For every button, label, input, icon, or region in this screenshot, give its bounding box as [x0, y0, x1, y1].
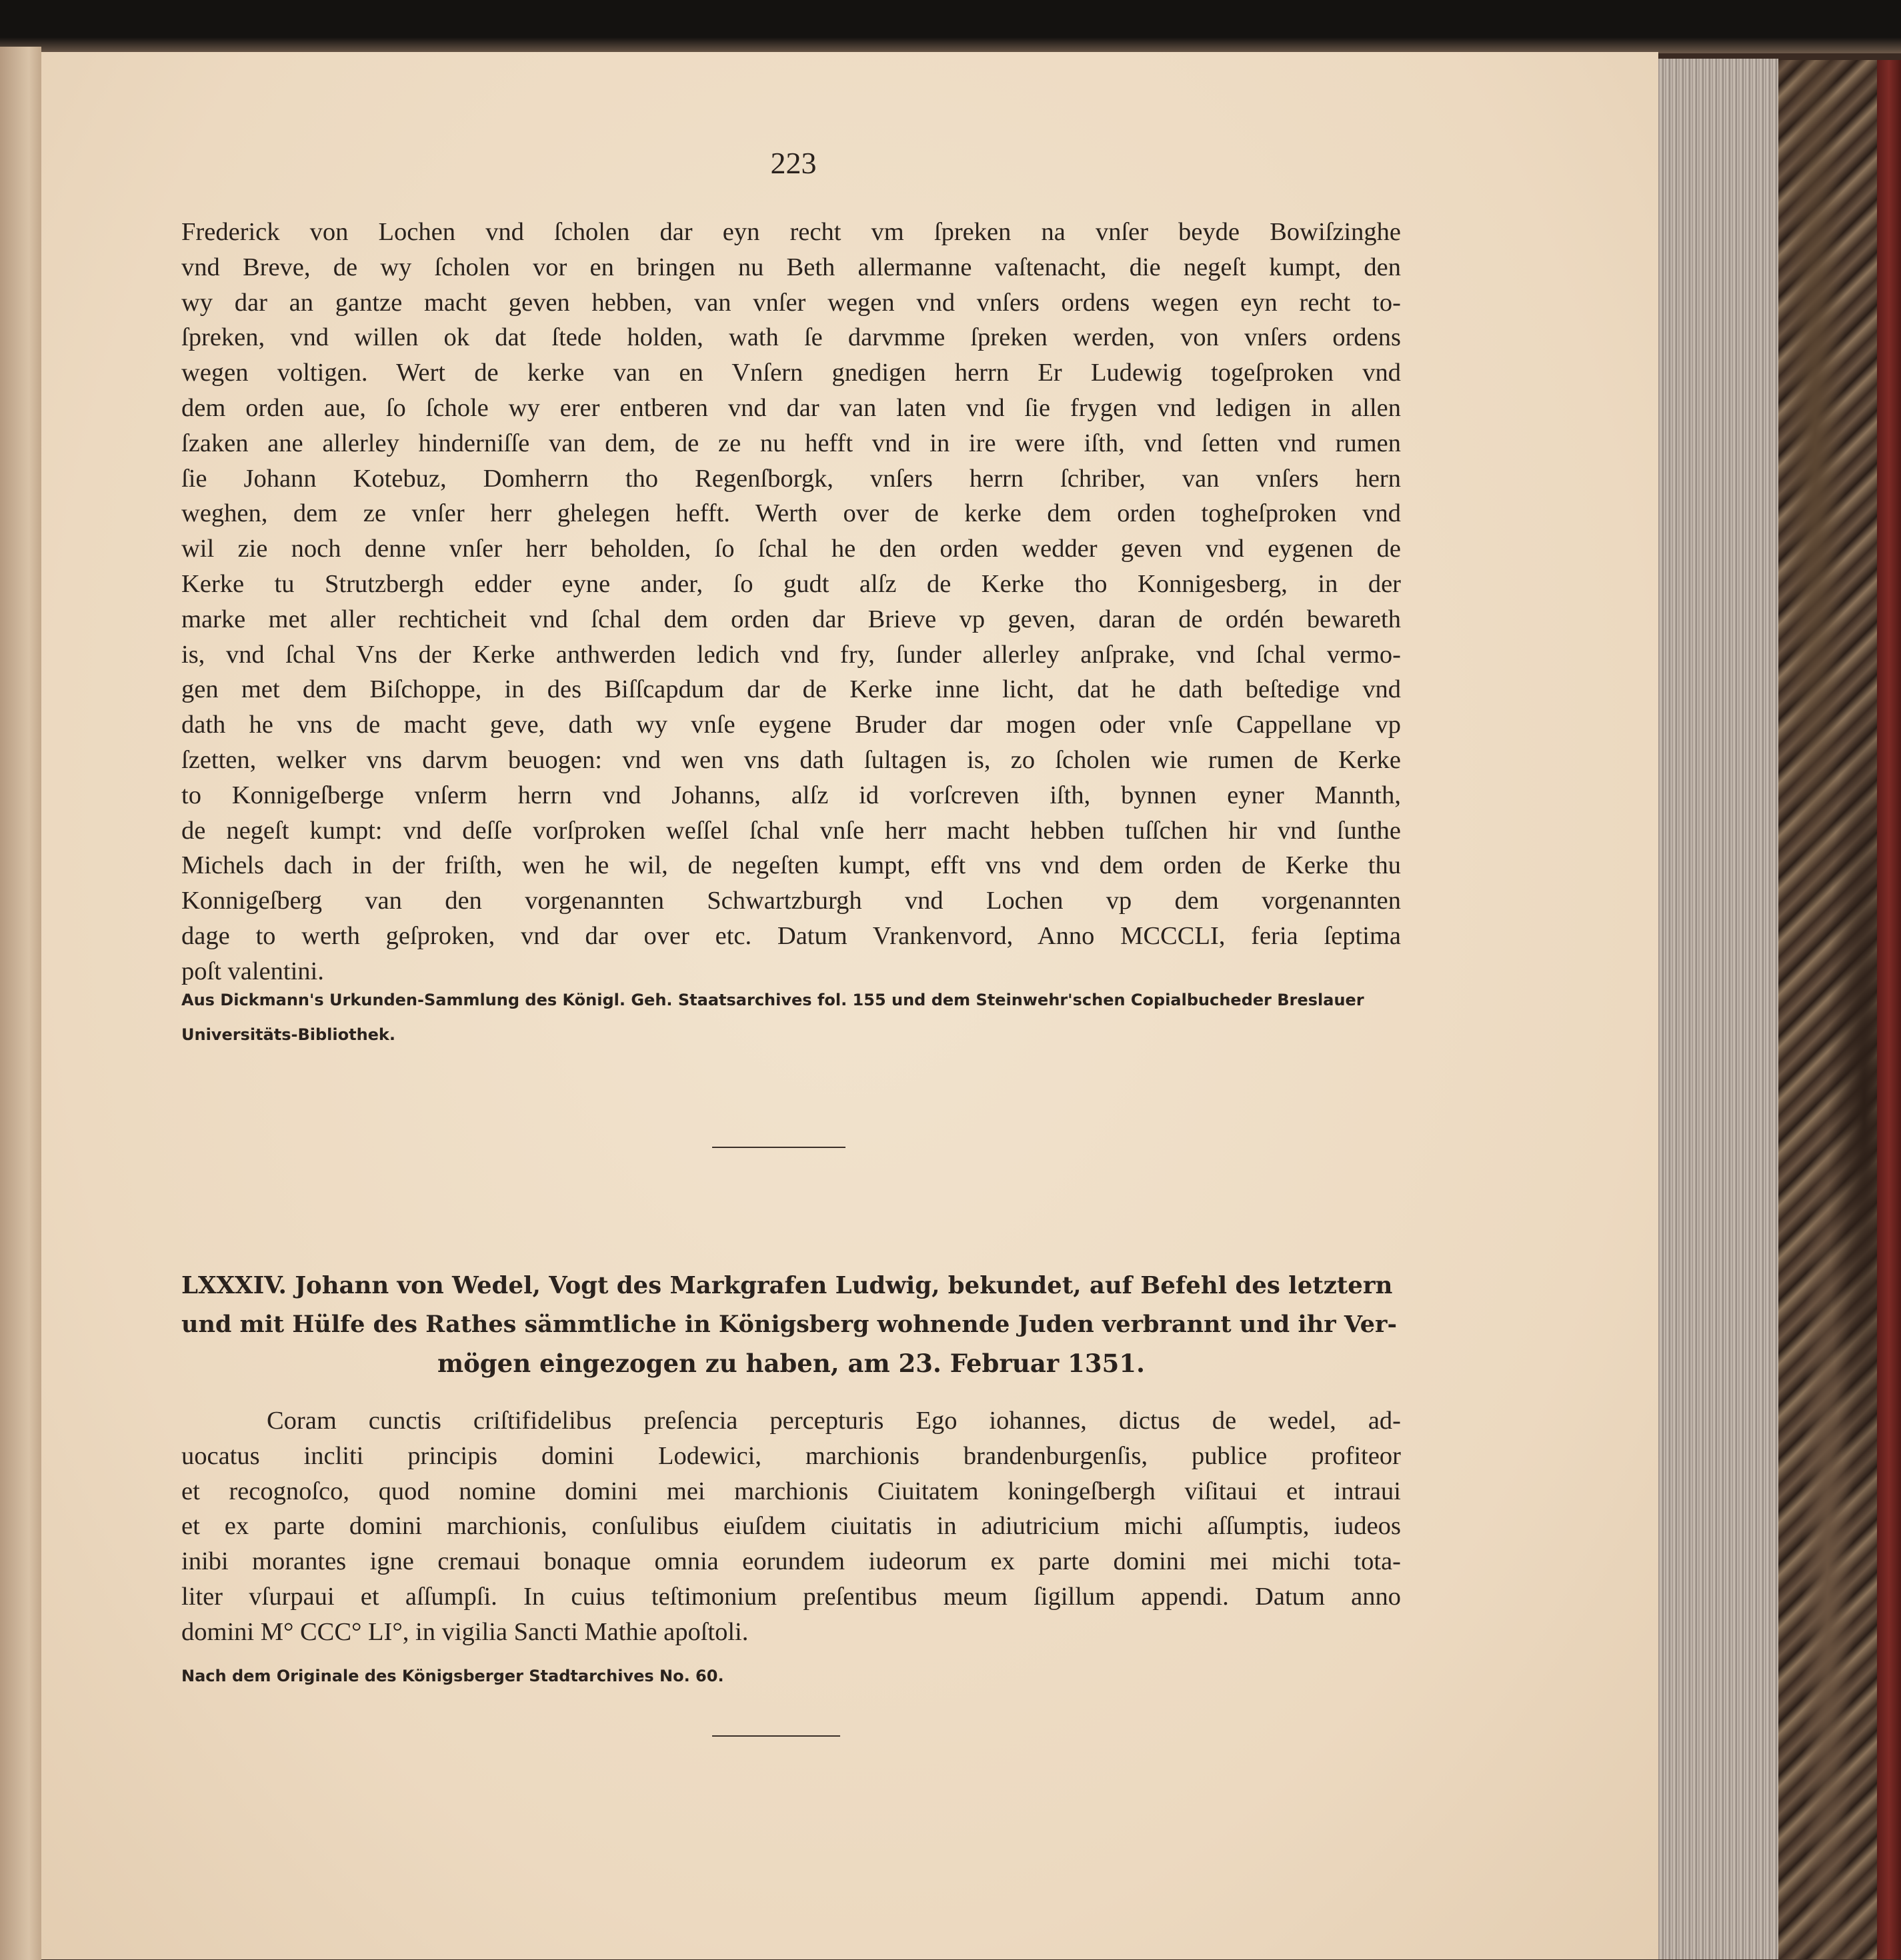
text-line: ſpreken, vnd willen ok dat ſtede holden, wath ſe darvmme ſpreken werden, von vnſers ordens [181, 323, 1401, 352]
text-line: poſt valentini. [181, 957, 324, 985]
text-line: et ex parte domini marchionis, conſulibus eiuſdem ciuitatis in adiutricium michi aſſumptis, iudeos [181, 1512, 1401, 1541]
text-line: Michels dach in der friſth, wen he wil, de negeſten kumpt, efft vns vnd dem orden de Kerke thu [181, 851, 1401, 880]
scanner-background-top [0, 0, 1901, 53]
text-line: marke met aller rechticheit vnd ſchal dem orden dar Brieve vp geven, daran de ordén bewareth [181, 605, 1401, 633]
text-line: weghen, dem ze vnſer herr ghelegen hefft. Werth over de kerke dem orden togheſproken vnd [181, 499, 1401, 528]
text-line: Frederick von Lochen vnd ſcholen dar eyn recht vm ſpreken na vnſer beyde Bowiſzinghe [181, 218, 1401, 246]
text-line: Konnigeſberg van den vorgenannten Schwartzburgh vnd Lochen vp dem vorgenannten [181, 887, 1401, 915]
source-line: der Breslauer Universitäts-Bibliothek. [181, 991, 1364, 1044]
text-line: dage to werth geſproken, vnd dar over etc. Datum Vrankenvord, Anno MCCCLI, feria ſeptima [181, 921, 1401, 950]
page-number: 223 [770, 146, 817, 180]
cover-spine [1877, 60, 1901, 1959]
page-stack-edges [1658, 59, 1778, 1959]
text-line: ſzetten, welker vns darvm beuogen: vnd wen vns dath ſultagen is, zo ſcholen wie rumen de Kerke [181, 745, 1401, 774]
text-line: dem orden aue, ſo ſchole wy erer entberen vnd dar van laten vnd ſie frygen vnd ledigen in allen [181, 393, 1401, 422]
facing-page-edge [0, 47, 41, 1960]
text-line: wil zie noch denne vnſer herr beholden, ſo ſchal he den orden wedder geven vnd eygenen de [181, 535, 1401, 563]
text-line: dath he vns de macht geve, dath wy vnſe eygene Bruder dar mogen oder vnſe Cappellane vp [181, 711, 1401, 739]
text-line: ſie Johann Kotebuz, Domherrn tho Regenſborgk, vnſers herrn ſchriber, van vnſers hern [181, 464, 1401, 493]
text-line: vnd Breve, de wy ſcholen vor en bringen nu Beth allermanne vaſtenacht, die negeſt kumpt, den [181, 253, 1401, 281]
text-line: gen met dem Biſchoppe, in des Biſſcapdum dar de Kerke inne licht, dat he dath beſtedige vnd [181, 675, 1401, 704]
section-divider-2 [712, 1735, 840, 1737]
text-line: domini M° CCC° LI°, in vigilia Sancti Mathie apoſtoli. [181, 1617, 749, 1646]
section-divider-1 [712, 1147, 845, 1148]
text-line: et recognoſco, quod nomine domini mei marchionis Ciuitatem koningeſbergh viſitaui et intraui [181, 1477, 1401, 1505]
heading-line: und mit Hülfe des Rathes sämmtliche in Königsberg wohnende Juden verbrannt und ihr Ver- [181, 1311, 1397, 1338]
source-note-1 [181, 983, 1401, 1052]
text-line: Coram cunctis criſtifidelibus preſencia percepturis Ego iohannes, dictus de wedel, ad- [267, 1407, 1401, 1435]
text-line: to Konnigeſberge vnſerm herrn vnd Johanns, alſz id vorſcreven iſth, bynnen eyner Mannth, [181, 781, 1401, 809]
heading-line: LXXXIV. Johann von Wedel, Vogt des Markgrafen Ludwig, bekundet, auf Befehl des letztern [181, 1272, 1393, 1299]
source-note-2: Nach dem Originale des Königsberger Stadtarchives No. 60. [181, 1667, 724, 1685]
text-line: liter vſurpaui et aſſumpſi. In cuius teſtimonium preſentibus meum ſigillum appendi. Datum anno [181, 1582, 1401, 1611]
heading-line: mögen eingezogen zu haben, am 23. Februar 1351. [437, 1349, 1146, 1378]
text-line: ſzaken ane allerley hinderniſſe van dem, de ze nu hefft vnd in ire were iſth, vnd ſetten vnd rumen [181, 429, 1401, 457]
text-line: Kerke tu Strutzbergh edder eyne ander, ſo gudt alſz de Kerke tho Konnigesberg, in der [181, 569, 1401, 598]
paragraph-charter-text [181, 1403, 1401, 1650]
text-line: wy dar an gantze macht geven hebben, van vnſer wegen vnd vnſers ordens wegen eyn recht to- [181, 288, 1401, 317]
text-line: de negeſt kumpt: vnd deſſe vorſproken weſſel ſchal vnſe herr macht hebben tuſſchen hir vnd ſunthe [181, 816, 1401, 845]
document-heading [181, 1267, 1401, 1383]
text-line: inibi morantes igne cremaui bonaque omnia eorundem iudeorum ex parte domini mei michi tota- [181, 1547, 1401, 1576]
paragraph-continued-charter [181, 215, 1401, 989]
text-line: is, vnd ſchal Vns der Kerke anthwerden ledich vnd fry, ſunder allerley anſprake, vnd ſchal vermo- [181, 640, 1401, 669]
source-line: Aus Dickmann's Urkunden-Sammlung des Königl. Geh. Staatsarchives fol. 155 und dem Steinwehr'schen Copialbuche [181, 991, 1242, 1009]
text-line: uocatus incliti principis domini Lodewici, marchionis brandenburgenſis, publice profiteor [181, 1441, 1401, 1470]
text-line: wegen voltigen. Wert de kerke van en Vnſern gnedigen herrn Er Ludewig togeſproken vnd [181, 359, 1401, 387]
